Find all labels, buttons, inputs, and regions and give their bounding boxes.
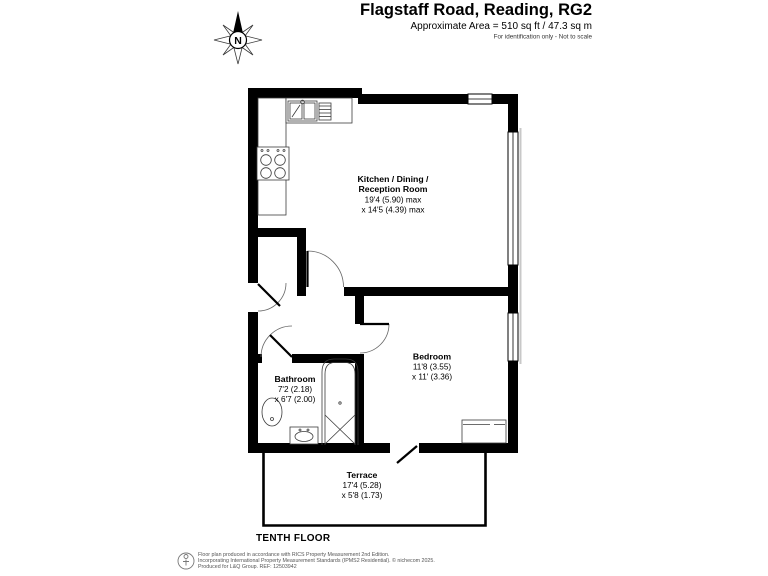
bedroom-dims-2: x 11' (3.36): [411, 372, 453, 382]
nichecom-logo-icon: [178, 553, 194, 569]
wall-segment-cupboard-right: [297, 228, 306, 296]
kitchen-door-arc: [308, 251, 344, 287]
bathtub-inner: [325, 363, 355, 446]
wall-segment: [508, 361, 518, 453]
wall-segment-bathroom-top: [292, 354, 364, 363]
kitchen-label-2: Reception Room: [358, 184, 428, 194]
bedroom-dims: 11'8 (3.55): [412, 362, 452, 372]
kitchen-label: Kitchen / Dining /: [357, 174, 429, 184]
floor-label: TENTH FLOOR: [256, 533, 331, 544]
wall-segment-bathroom-right: [355, 354, 364, 453]
bathroom-label: Bathroom: [274, 374, 316, 384]
bathroom-door-leaf: [270, 335, 292, 357]
wall-segment: [508, 94, 518, 132]
windows: [468, 94, 518, 361]
kitchen-fixtures: [257, 98, 352, 215]
wall-segment: [248, 312, 258, 453]
bathroom-dims: 7'2 (2.18): [277, 385, 313, 394]
kitchen-dims: 19'4 (5.90) max: [364, 195, 422, 205]
wall-segment-bathroom-top-stub: [248, 354, 262, 363]
terrace-door-leaf: [397, 446, 417, 463]
window-shadow: [520, 128, 522, 364]
entrance-door-leaf: [258, 284, 280, 306]
wall-segment: [248, 88, 362, 98]
terrace-dims-2: x 5'8 (1.73): [341, 491, 383, 500]
compass-icon: [214, 11, 262, 64]
logo-body: [183, 560, 189, 566]
footer-line-2: Incorporating International Property Measurement Standards (IPMS2 Residential). © nichecom 2025.: [198, 558, 435, 564]
bathtub-drain: [339, 402, 341, 404]
terrace-label: Terrace: [346, 470, 378, 480]
bathroom-dims-2: x 6'7 (2.00): [274, 395, 316, 404]
hob-icon: [257, 147, 289, 180]
page-title: Flagstaff Road, Reading, RG2: [360, 1, 592, 19]
bedroom-label: Bedroom: [412, 351, 452, 362]
wall-segment-kitchen-divider: [344, 287, 518, 296]
sink-icon: [288, 100, 317, 121]
disclaimer: For identification only - Not to scale: [493, 33, 592, 41]
compass-north-label: N: [234, 35, 242, 47]
wall-segment: [248, 443, 390, 453]
approximate-area: Approximate Area = 510 sq ft / 47.3 sq m: [410, 21, 592, 32]
wall-segment-bedroom-hall: [355, 296, 364, 324]
logo-head: [184, 555, 188, 559]
wall-segment: [419, 443, 518, 453]
bathtub-icon: [322, 359, 358, 445]
kitchen-dims-2: x 14'5 (4.39) max: [361, 205, 425, 215]
footer: [178, 552, 435, 570]
footer-line-1: Floor plan produced in accordance with RICS Property Measurement 2nd Edition.: [198, 552, 390, 558]
bedroom-door-arc: [360, 324, 389, 353]
wardrobe-icon: [462, 420, 506, 443]
wall-segment: [248, 88, 258, 283]
wall-segment: [358, 94, 468, 104]
basin-icon: [290, 427, 318, 444]
footer-line-3: Produced for L&Q Group. REF: 12503942: [198, 564, 297, 570]
terrace-dims: 17'4 (5.28): [342, 481, 382, 490]
wardrobe-outline: [462, 420, 506, 443]
